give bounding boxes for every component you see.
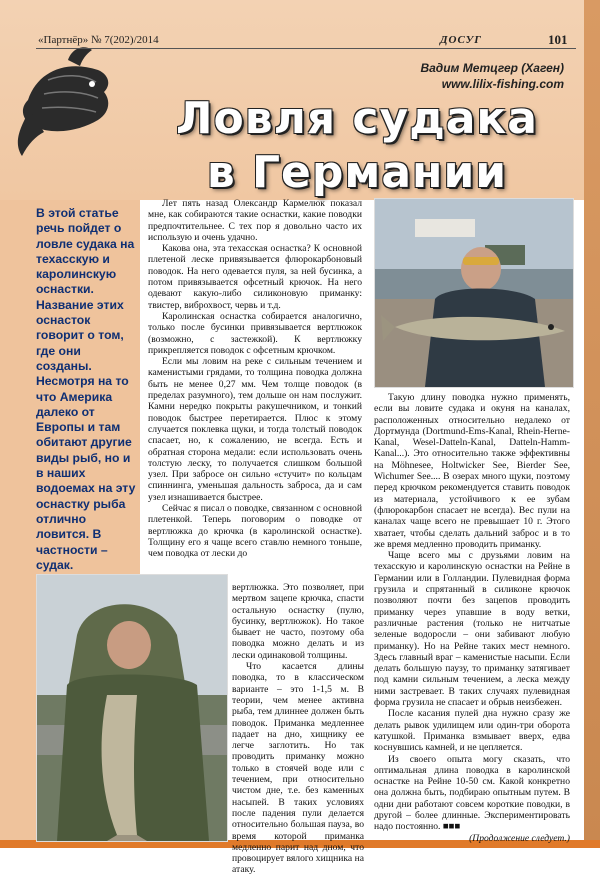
- author-site: www.lilix-fishing.com: [441, 77, 564, 91]
- lede-text: В этой статье речь пойдет о ловле судака на техасскую и каролинскую оснастки. Название этих оснасток говорит о том, где они созданы. Несмотря на то что Америка далеко от Европы и там обитают другие виды рыб, но и в наших водоемах на эту оснастку рыба отлично ловится. В частности – судак.: [36, 206, 136, 572]
- title-line-2: в Германии: [206, 147, 508, 198]
- paragraph: Что касается длины поводка, то в классическом варианте – это 1-1,5 м. В теории, чем менее активна рыба, тем длиннее должен быть поводок. Приманка медленнее падает на дно, хищнику ее легче заглотить. Но так проводить приманку можно только в стоячей воде или с течением, при относительно чистом дне, т.е. без каменных насыпей. В таких условиях после падения пули делается относительно большая пауза, во время которой приманка медленно парит над дном, что провоцирует вялого хищника на атаку.: [232, 661, 364, 876]
- author-block: [420, 60, 564, 92]
- paragraph: Лет пять назад Олександр Кармелюк показал мне, как собираются такие оснастки, какие поводки предпочтительнее. С тех пор я довольно часто их использую и очень удачно.: [148, 198, 362, 243]
- issue-label: «Партнёр» № 7(202)/2014: [38, 34, 159, 46]
- paragraph: Такую длину поводка нужно применять, если вы ловите судака и окуня на каналах, расположенных относительно недалеко от Дортмунда (Dortmund-Ems-Kanal, Rhein-Herne-Kanal, Wesel-Datteln-Kanal, Datteln-Hamm-Kanal...). Это относительно также эффективны на Möhnesee, Holtwicker See, Bierder See, Wichumer See.... В озерах много щуки, поэтому перед крючком рекомендуется ставить поводок из материала, устойчивого к ее зубам (флюрокарбон спасает не всегда). Вес пули на каналах чаще всего не превышает 10 г. Этого хватает, чтобы сделать дальний заброс и в то же время медленно проводить приманку.: [374, 392, 570, 550]
- paragraph: Сейчас я писал о поводке, связанном с основной плетенкой. Теперь поговорим о поводке от вертлюжка до крючка (в каролинской оснастке). Толщину его я чаще всего ставлю немного тоньше, чем поводка от лески до: [148, 503, 362, 560]
- photo-fisherman-holding-fish: [36, 574, 228, 842]
- title-line-1: Ловля судака: [176, 93, 538, 144]
- author-name: Вадим Метцгер (Хаген): [420, 61, 564, 75]
- page-number: 101: [548, 32, 568, 47]
- article-column-a: [148, 198, 362, 560]
- fish-logo-icon: [8, 40, 118, 160]
- paragraph: Какова она, эта техасская оснастка? К основной плетеной леске привязывается флюрокарбоновый поводок. На него одевается пуля, за ней бусинка, а потом привязывается офсетный крючок. На него одевают какую-либо силиконовую приманку: твистер, виброхвост, червь и т.д.: [148, 243, 362, 311]
- article-title: [122, 92, 592, 200]
- paragraph: Если мы ловим на реке с сильным течением и каменистыми грядами, то толщина поводка должна быть не менее 0,27 мм. Чем толще поводок (в пределах разумного), тем дольше он нам послужит. Камни нередко покрыты ракушечником, и тонкий поводок быстрее перетирается. Плюс к этому случается поклевка щуки, и тогда толстый поводок спасает, но, к сожалению, не всегда. Есть и обратная сторона медали: если использовать очень толстую леску, то получается слишком большой узел. При забросе он сильно «стучит» по кольцам спиннинга, уменьшая дальность заброса, да и сам узел изнашивается быстрее.: [148, 356, 362, 503]
- continued-note: (Продолжение следует.): [469, 832, 570, 844]
- paragraph: Чаще всего мы с друзьями ловим на техасскую и каролинскую оснастки на Рейне в Германии или в Голландии. Пулевидная форма грузила и спрятанный в силиконе крючок позволяют почти без зацепов проводить приманку через упавшие в воду ветки, различные растения (только не нитчатые зеленые водоросли – они забивают любую приманку). Но на Рейне таких мест немного. Здесь главный враг – каменистые насыпи. Если делать большую паузу, то приманку затягивает под камни сильным течением, а леска между ними застревает. В таких случаях пулевидная форма грузила не спасает и обрыв неизбежен.: [374, 550, 570, 709]
- article-column-b: [374, 392, 570, 844]
- photo-fisherman-with-zander: [374, 198, 574, 388]
- header-rule: [36, 48, 576, 49]
- article-column-a-lower: [232, 582, 364, 876]
- section-label: ДОСУГ: [440, 34, 482, 46]
- paragraph: Из своего опыта могу сказать, что оптимальная длина поводка в каролинской оснастке на Рейне 10-50 см. Какой конкретно она должна быть, подбираю опытным путем. В одни дни работают совсем короткие поводки, в другой – более длинные. Экспериментировать надо постоянно. ■■■: [374, 753, 570, 833]
- paragraph: вертлюжка. Это позволяет, при мертвом зацепе крючка, спасти остальную оснастку (пулю, бусинку, вертлюжок). Но такое бывает не часто, поэтому оба поводка можно делать и из лески одинаковой толщины.: [232, 582, 364, 661]
- paragraph: После касания пулей дна нужно сразу же делать рывок удилищем или один-три оборота катушкой. Приманка взмывает вверх, едва коснувшись камней, и не цепляется.: [374, 708, 570, 754]
- paragraph: Каролинская оснастка собирается аналогично, только после бусинки привязывается вертлюжок (возможно, с застежкой). К вертлюжку прикрепляется поводок с офсетным крючком.: [148, 310, 362, 356]
